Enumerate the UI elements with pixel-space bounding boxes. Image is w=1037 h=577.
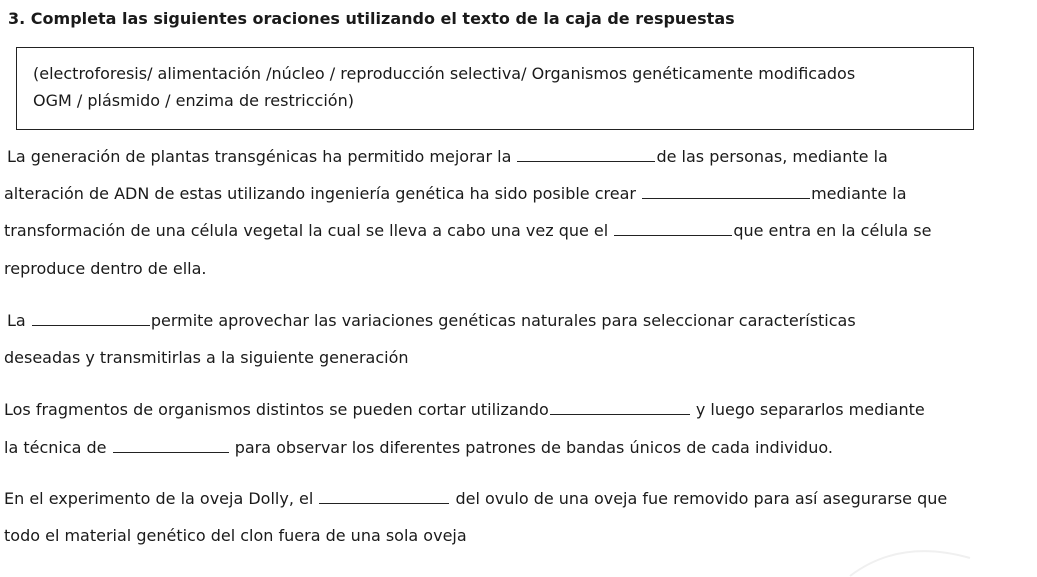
blank-6[interactable] bbox=[113, 438, 229, 453]
paragraph-3-text-1a: Los fragmentos de organismos distintos se pueden cortar utilizando bbox=[4, 400, 549, 419]
blank-2[interactable] bbox=[642, 184, 810, 199]
answer-box bbox=[16, 47, 974, 130]
paragraph-3-line-2 bbox=[4, 438, 833, 457]
paragraph-2-line-1 bbox=[7, 311, 856, 330]
faint-curve-mark bbox=[840, 544, 1000, 577]
blank-4[interactable] bbox=[32, 311, 150, 326]
paragraph-1-line-1 bbox=[7, 147, 888, 166]
blank-1[interactable] bbox=[517, 147, 655, 162]
paragraph-4-line-2: todo el material genético del clon fuera de una sola oveja bbox=[4, 526, 467, 545]
blank-5[interactable] bbox=[550, 400, 690, 415]
paragraph-1-text-1a: La generación de plantas transgénicas ha permitido mejorar la bbox=[7, 147, 517, 166]
answer-box-line-1: (electroforesis/ alimentación /núcleo / reproducción selectiva/ Organismos genéticamente modificados bbox=[33, 64, 856, 83]
paragraph-3-line-1 bbox=[4, 400, 925, 419]
paragraph-2-text-1b: permite aprovechar las variaciones genéticas naturales para seleccionar características bbox=[150, 311, 856, 330]
paragraph-1-text-2b: mediante la bbox=[811, 184, 907, 203]
paragraph-1-line-3 bbox=[4, 221, 931, 240]
paragraph-3-text-1b: y luego separarlos mediante bbox=[690, 400, 925, 419]
paragraph-1-text-3a: transformación de una célula vegetal la cual se lleva a cabo una vez que el bbox=[4, 221, 614, 240]
paragraph-4-text-1a: En el experimento de la oveja Dolly, el bbox=[4, 489, 319, 508]
paragraph-1-line-4: reproduce dentro de ella. bbox=[4, 259, 207, 278]
paragraph-2-line-2: deseadas y transmitirlas a la siguiente generación bbox=[4, 348, 409, 367]
blank-7[interactable] bbox=[319, 489, 449, 504]
paragraph-3-text-2b: para observar los diferentes patrones de bandas únicos de cada individuo. bbox=[229, 438, 833, 457]
paragraph-4-text-1b: del ovulo de una oveja fue removido para así asegurarse que bbox=[450, 489, 948, 508]
question-title: 3. Completa las siguientes oraciones utilizando el texto de la caja de respuestas bbox=[8, 9, 735, 28]
paragraph-1-line-2 bbox=[4, 184, 907, 203]
paragraph-2-text-1a: La bbox=[7, 311, 31, 330]
paragraph-1-text-3b: que entra en la célula se bbox=[733, 221, 932, 240]
blank-3[interactable] bbox=[614, 221, 732, 236]
paragraph-4-line-1 bbox=[4, 489, 947, 508]
paragraph-1-text-2a: alteración de ADN de estas utilizando ingeniería genética ha sido posible crear bbox=[4, 184, 642, 203]
paragraph-1-text-1b: de las personas, mediante la bbox=[656, 147, 888, 166]
answer-box-line-2: OGM / plásmido / enzima de restricción) bbox=[33, 91, 354, 110]
paragraph-3-text-2a: la técnica de bbox=[4, 438, 112, 457]
